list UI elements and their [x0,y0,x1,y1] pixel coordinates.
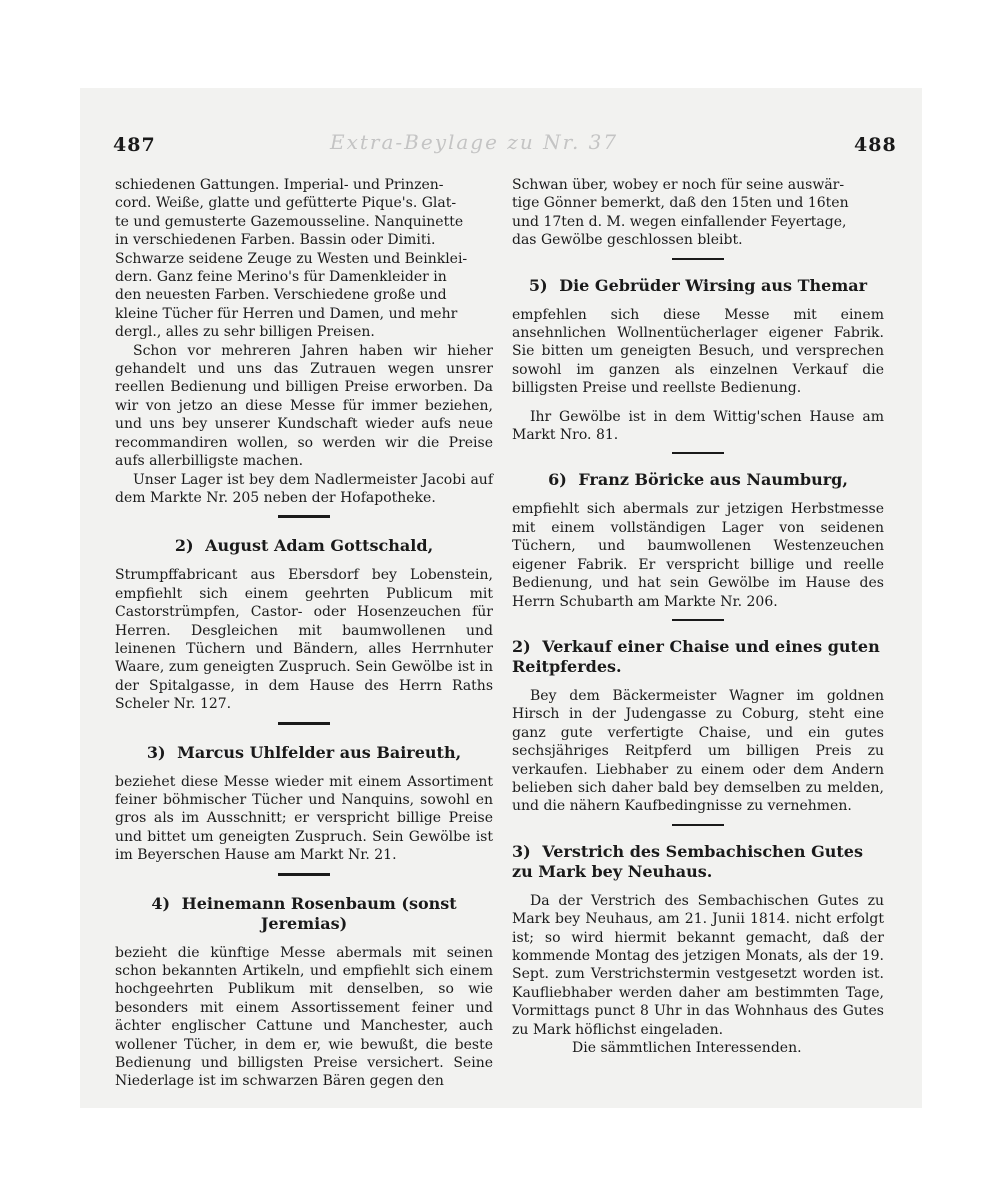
paragraph: Ihr Gewölbe ist in dem Wittig'schen Hause am Markt Nro. 81. [512,408,884,444]
page-number-right: 488 [854,134,897,156]
page-number-left: 487 [113,134,156,156]
section-number: 5) [528,275,548,295]
running-head: Extra-Beylage zu Nr. 37 [330,130,619,154]
section-number: 2) [174,536,194,556]
section-title: Verstrich des Sembachischen Gutes zu Mark bey Neuhaus. [512,841,863,881]
section-title: Die Gebrüder Wirsing aus Themar [559,275,868,295]
section-number: 6) [548,470,567,490]
section-number: 4) [151,893,171,913]
section-number: 3) [146,742,166,762]
text-line: Schwan über, wobey er noch für seine auswär- [512,177,845,193]
section-divider [672,824,724,826]
section-divider [278,873,330,876]
section-divider [672,452,724,454]
intro-paragraph [115,176,493,342]
section-divider [672,258,724,260]
text-line: tige Gönner bemerkt, daß den 15ten und 16ten [512,195,849,212]
intro-line: schiedenen Gattungen. Imperial- und Prinzen- [115,177,444,193]
intro-line: in verschiedenen Farben. Bassin oder Dimiti. [115,232,436,249]
section-number: 2) [512,636,531,656]
section-heading [115,894,493,934]
section-heading [115,743,493,763]
section-title: Franz Böricke aus Naumburg, [578,470,848,490]
intro-line: dergl., alles zu sehr billigen Preisen. [115,324,375,341]
paragraph: Schon vor mehreren Jahren haben wir hieher gehandelt und uns das Zutrauen wegen unsrer reellen Bedienung und billigen Preise erworben. Da wir von jetzo an diese Messe für immer beziehen, und uns bey unserer Kundschaft wieder aufs neue recommandiren wollen, so werden wir die Preise aufs allerbilligste machen. [115,342,493,470]
right-column [512,176,884,1057]
intro-line: Schwarze seidene Zeuge zu Westen und Beinklei- [115,250,468,267]
continued-paragraph [512,176,884,250]
section-divider [672,619,724,621]
section-heading [115,536,493,556]
paragraph: Da der Verstrich des Sembachischen Gutes zu Mark bey Neuhaus, am 21. Junii 1814. nicht erfolgt ist; so wird hiermit bekannt gemacht, daß der kommende Montag des jetzigen Monats, als der 19. Sept. zum Verstrichstermin vestgesetzt worden ist. Kaufliebhaber werden daher am bestimmten Tage, Vormittags punct 8 Uhr in das Wohnhaus des Gutes zu Mark höflichst eingeladen. [512,892,884,1038]
paragraph: empfehlen sich diese Messe mit einem ansehnlichen Wollnentücherlager eigener Fabrik. Sie bitten um geneigten Besuch, und versprechen sowohl im ganzen als einzelnen Verkauf die billigsten Preise und reellste Bedienung. [512,306,884,397]
section-heading [512,842,884,882]
left-column [115,176,493,1091]
section-number: 3) [512,841,531,861]
paragraph: beziehet diese Messe wieder mit einem Assortiment feiner böhmischer Tücher und Nanquins, sowohl en gros als im Ausschnitt; er verspricht billige Preise und bittet um geneigten Zuspruch. Sein Gewölbe ist im Beyerschen Hause am Markt Nr. 21. [115,773,493,864]
signature-line: Die sämmtlichen Interessenden. [572,1040,802,1056]
section-title: Verkauf einer Chaise und eines guten Reitpferdes. [512,636,880,676]
intro-line: den neuesten Farben. Verschiedene große und [115,287,447,304]
intro-line: dern. Ganz feine Merino's für Damenkleider in [115,269,447,286]
section-title: August Adam Gottschald, [205,536,434,556]
section-title: Heinemann Rosenbaum (sonst Jeremias) [181,893,457,933]
section-title: Marcus Uhlfelder aus Baireuth, [177,742,462,762]
paragraph: bezieht die künftige Messe abermals mit seinen schon bekannten Artikeln, und empfiehlt sich einem hochgeehrten Publikum mit denselben, so wie besonders mit einem Assortissement feiner und ächter englischer Cattune und Manchester, auch wollener Tücher, in dem er, wie bewußt, die beste Bedienung und billigsten Preise versichert. Seine Niederlage ist im schwarzen Bären gegen den [115,944,493,1090]
section-divider [278,515,330,518]
paragraph: empfiehlt sich abermals zur jetzigen Herbstmesse mit einem vollständigen Lager von seidenen Tüchern, und baumwollenen Westenzeuchen eigener Fabrik. Er verspricht billige und reelle Bedienung, und hat sein Gewölbe im Hause des Herrn Schubarth am Markte Nr. 206. [512,501,884,610]
text-line: das Gewölbe geschlossen bleibt. [512,232,743,249]
section-heading [512,470,884,490]
paragraph: Bey dem Bäckermeister Wagner im goldnen Hirsch in der Judengasse zu Coburg, steht eine ganz gute verfertigte Chaise, und ein gutes sechsjähriges Reitpferd um billigen Preis zu verkaufen. Liebhaber zu einem oder dem Andern belieben sich daher bald bey demselben zu melden, und die nähern Kaufbedingnisse zu vernehmen. [512,687,884,815]
section-heading [512,637,884,677]
intro-line: cord. Weiße, glatte und gefütterte Pique's. Glat- [115,195,457,212]
text-line: und 17ten d. M. wegen einfallender Feyertage, [512,213,847,230]
intro-line: te und gemusterte Gazemousseline. Nanquinette [115,213,464,230]
section-heading [512,276,884,296]
paragraph: Strumpffabricant aus Ebersdorf bey Lobenstein, empfiehlt sich einem geehrten Publicum mit Castorstrümpfen, Castor- oder Hosenzeuchen für Herren. Desgleichen mit baumwollenen und leinenen Tüchern und Bändern, alles Herrnhuter Waare, zum geneigten Zuspruch. Sein Gewölbe ist in der Spitalgasse, in dem Hause des Herrn Raths Scheler Nr. 127. [115,567,493,713]
paragraph: Unser Lager ist bey dem Nadlermeister Jacobi auf dem Markte Nr. 205 neben der Hofapotheke. [115,471,493,506]
intro-line: kleine Tücher für Herren und Damen, und mehr [115,305,458,322]
section-divider [278,722,330,725]
